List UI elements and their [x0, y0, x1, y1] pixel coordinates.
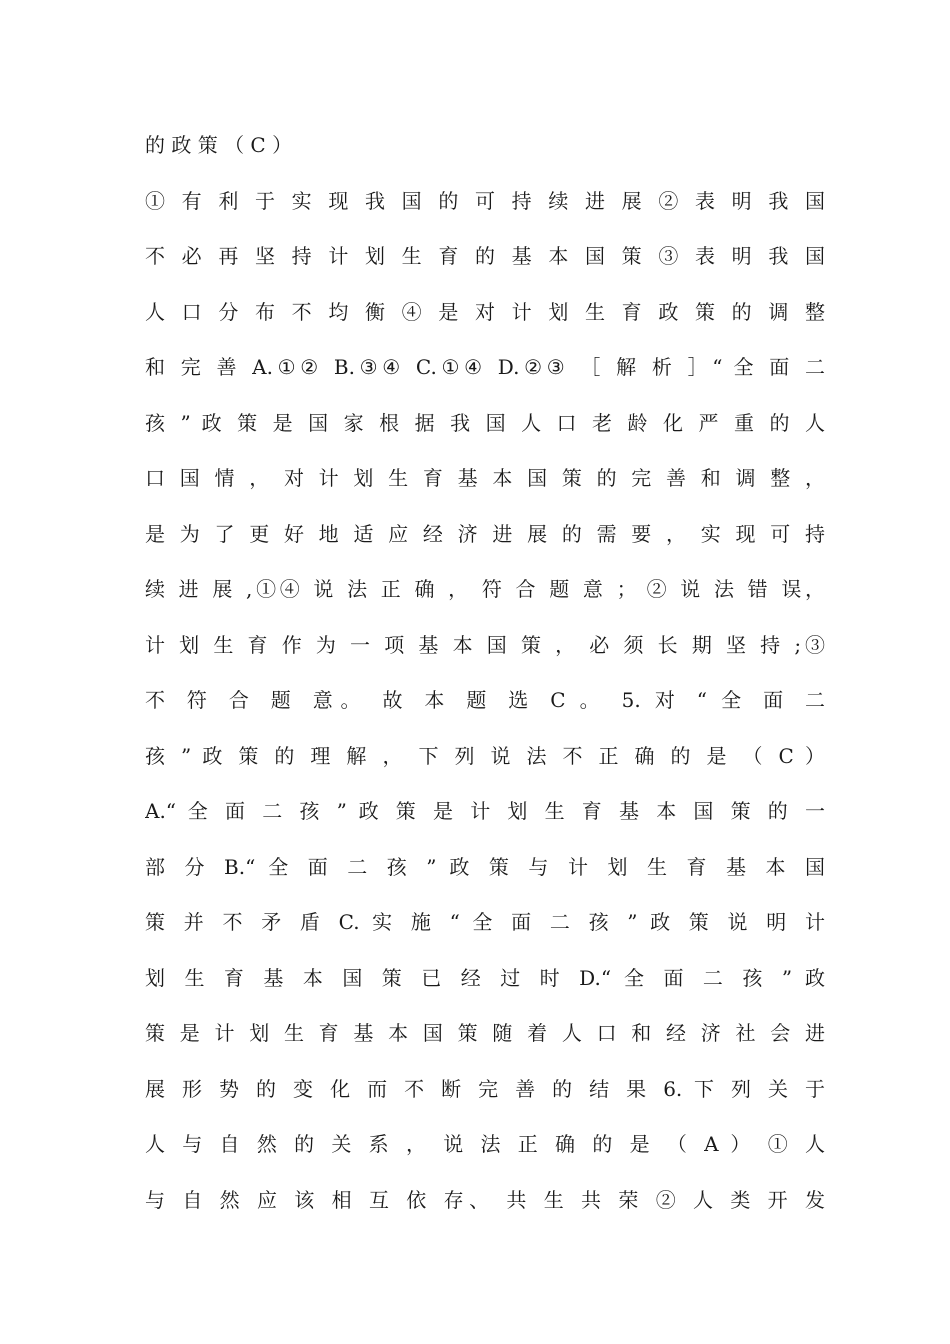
text-line-11: 不 符 合 题 意。 故 本 题 选 C 。 5. 对 “ 全 面 二 — [145, 688, 825, 712]
text-line-16: 划 生 育 基 本 国 策 已 经 过 时 D.“ 全 面 二 孩 ” 政 — [145, 965, 825, 990]
text-line-18: 展 形 势 的 变 化 而 不 断 完 善 的 结 果 6. 下 列 关 于 — [145, 1076, 825, 1101]
text-line-2: ① 有 利 于 实 现 我 国 的 可 持 续 进 展 ② 表 明 我 国 — [145, 188, 825, 213]
text-line-8: 是 为 了 更 好 地 适 应 经 济 进 展 的 需 要 ， 实 现 可 持 — [145, 521, 825, 546]
text-line-7: 口 国 情 ， 对 计 划 生 育 基 本 国 策 的 完 善 和 调 整 ， — [145, 466, 825, 490]
text-line-20: 与 自 然 应 该 相 互 依 存、 共 生 共 荣 ② 人 类 开 发 — [145, 1187, 825, 1212]
text-line-19: 人 与 自 然 的 关 系 ， 说 法 正 确 的 是 （ A ） ① 人 — [145, 1132, 825, 1156]
text-line-1: 的 政 策 （ C ） — [145, 133, 293, 157]
text-line-17: 策 是 计 划 生 育 基 本 国 策 随 着 人 口 和 经 济 社 会 进 — [145, 1021, 825, 1045]
text-line-13: A.“ 全 面 二 孩 ” 政 策 是 计 划 生 育 基 本 国 策 的 一 — [145, 799, 825, 823]
document-text-body — [145, 128, 825, 1238]
text-line-12: 孩 ” 政 策 的 理 解 ， 下 列 说 法 不 正 确 的 是 （ C ） — [145, 743, 825, 768]
text-line-4: 人 口 分 布 不 均 衡 ④ 是 对 计 划 生 育 政 策 的 调 整 — [145, 299, 825, 324]
text-line-3: 不 必 再 坚 持 计 划 生 育 的 基 本 国 策 ③ 表 明 我 国 — [145, 244, 825, 268]
text-line-10: 计 划 生 育 作 为 一 项 基 本 国 策 ， 必 须 长 期 坚 持 ;③ — [145, 632, 825, 657]
text-line-9: 续 进 展 ,①④ 说 法 正 确 ， 符 合 题 意 ； ② 说 法 错 误， — [145, 577, 825, 601]
text-line-15: 策 并 不 矛 盾 C. 实 施 “ 全 面 二 孩 ” 政 策 说 明 计 — [145, 910, 825, 934]
text-line-14: 部 分 B.“ 全 面 二 孩 ” 政 策 与 计 划 生 育 基 本 国 — [145, 854, 825, 879]
text-line-5: 和 完 善 A.①② B.③④ C.①④ D.②③ ［ 解 析 ］“ 全 面 二 — [145, 355, 825, 379]
text-line-6: 孩 ” 政 策 是 国 家 根 据 我 国 人 口 老 龄 化 严 重 的 人 — [145, 410, 825, 435]
